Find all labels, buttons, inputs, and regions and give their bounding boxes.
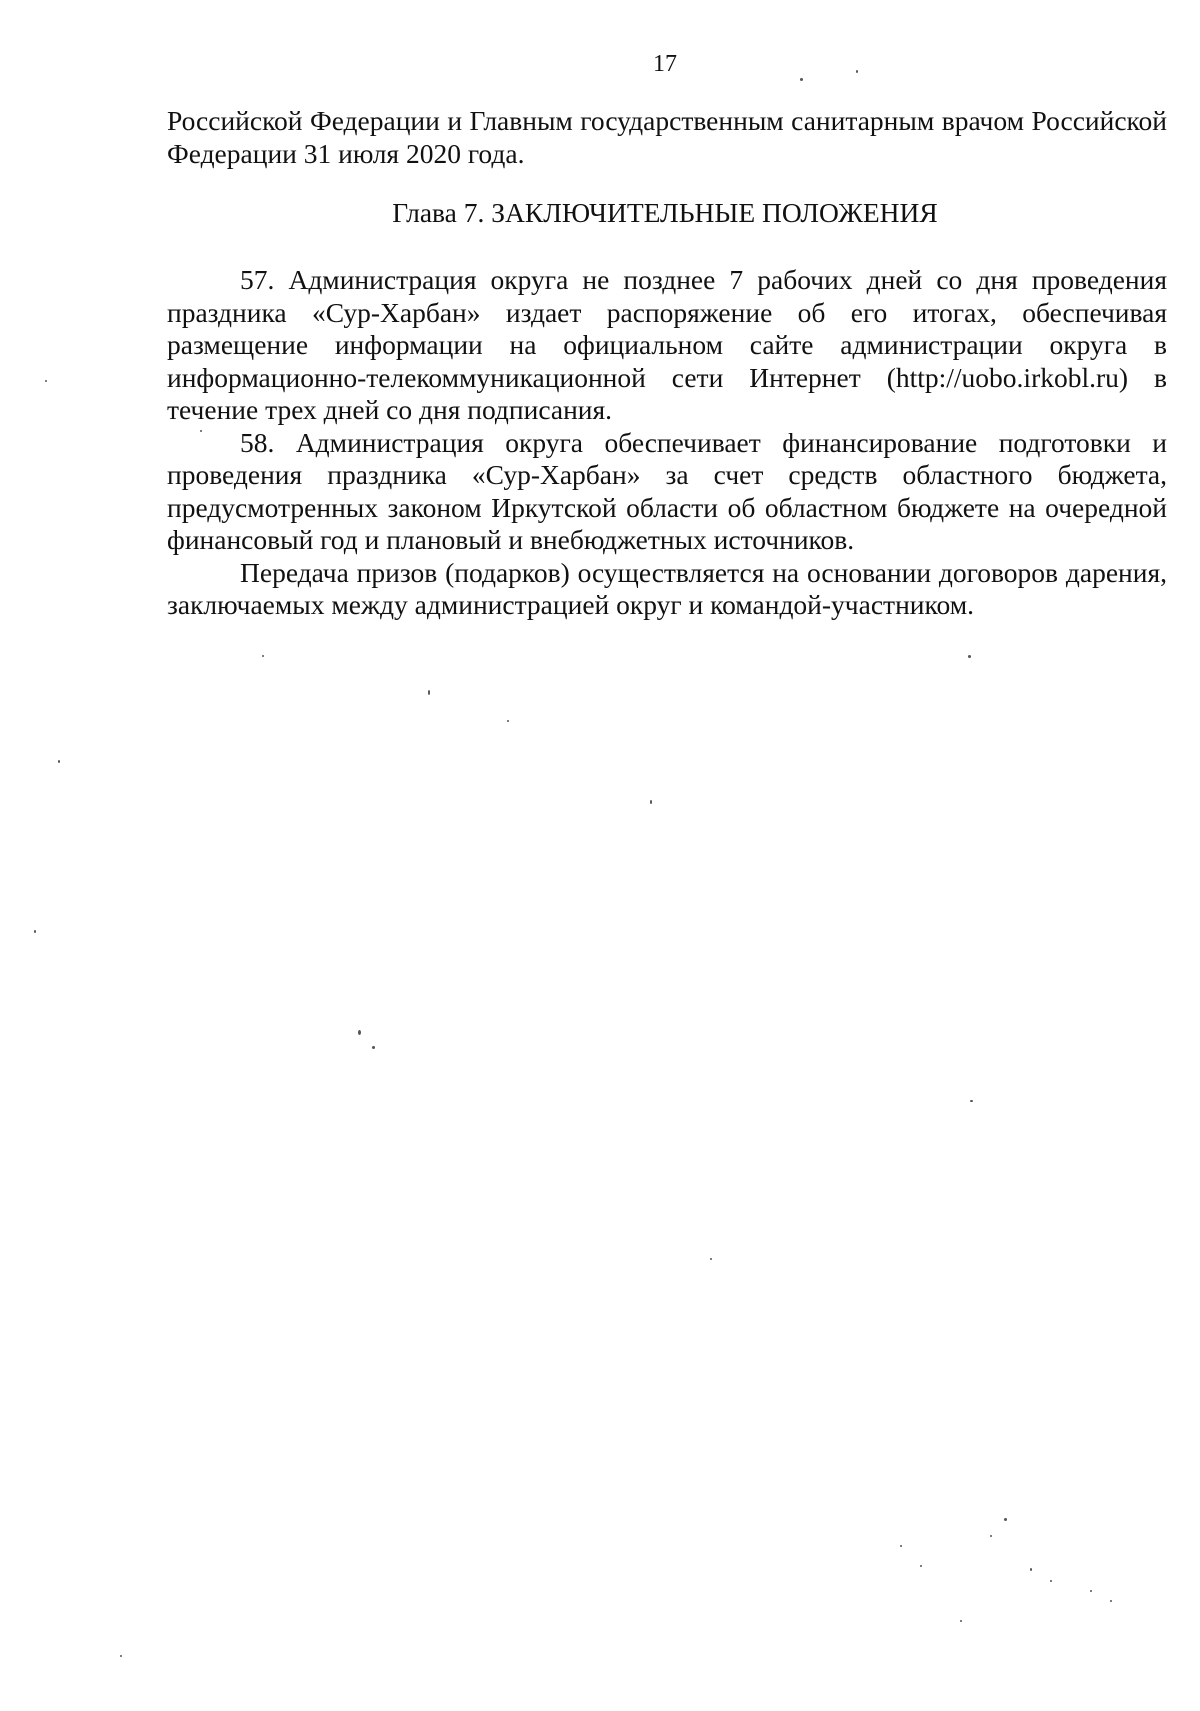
paragraph-gift-transfer: Передача призов (подарков) осуществляется на основании договоров дарения, заключаемых между администрацией округ и командой-участником. bbox=[167, 556, 1167, 620]
paragraph-58: 58. Администрация округа обеспечивает финансирование подготовки и проведения праздника «Сур-Харбан» за счет средств областного бюджета, предусмотренных законом Иркутской области об областном бюджете на очередной финансовый год и плановый и внебюджетных источников. bbox=[167, 426, 1167, 555]
chapter-heading: Глава 7. ЗАКЛЮЧИТЕЛЬНЫЕ ПОЛОЖЕНИЯ bbox=[392, 197, 938, 228]
chapter-body bbox=[167, 264, 1167, 622]
page-number: 17 bbox=[653, 51, 677, 77]
continuation-block bbox=[167, 105, 1167, 170]
continuation-paragraph: Российской Федерации и Главным государственным санитарным врачом Российской Федерации 31 июля 2020 года. bbox=[167, 105, 1167, 169]
paragraph-57: 57. Администрация округа не позднее 7 рабочих дней со дня проведения праздника «Сур-Харбан» издает распоряжение об его итогах, обеспечивая размещение информации на официальном сайте администрации округа в информационно-телекоммуникационной сети Интернет (http://uobo.irkobl.ru) в течение трех дней со дня подписания. bbox=[167, 264, 1167, 425]
